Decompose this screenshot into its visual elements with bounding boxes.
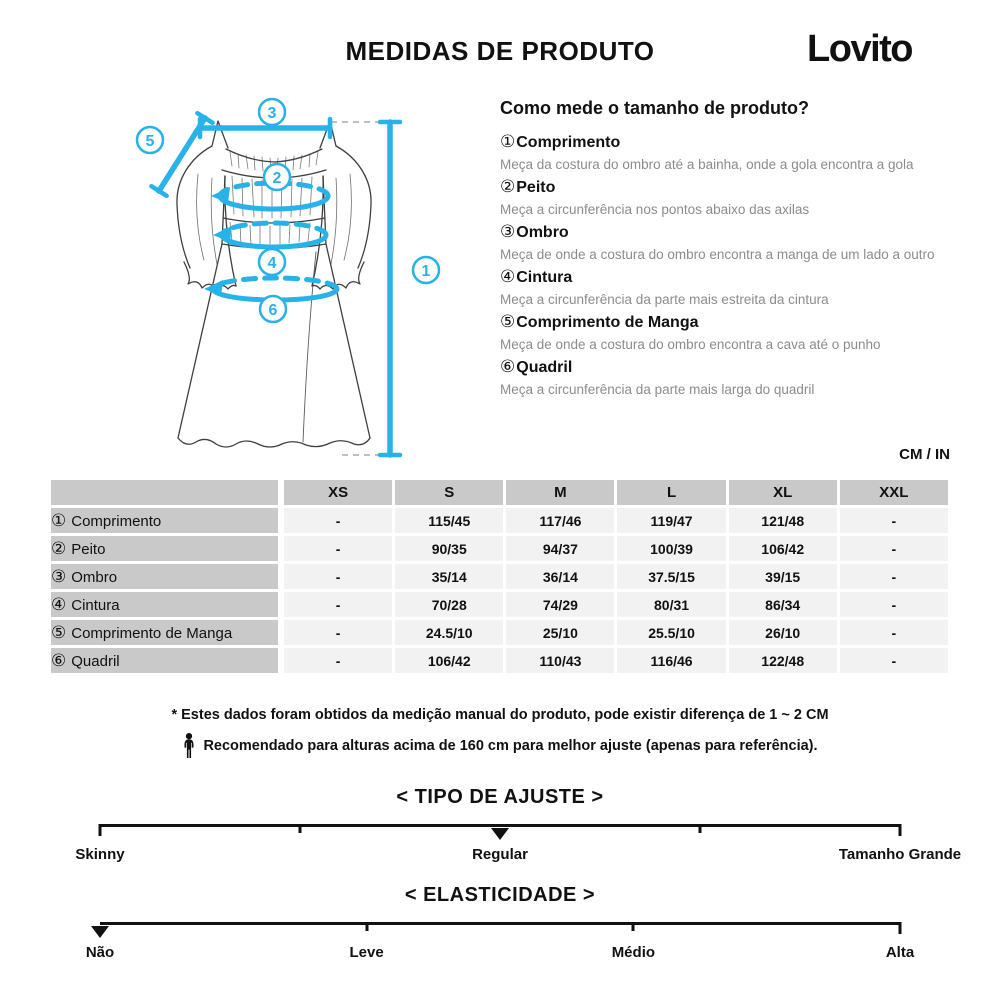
row-label — [51, 508, 281, 533]
fit-label-regular: Regular — [472, 846, 528, 863]
brand-logo: Lovito — [807, 28, 912, 70]
cell-value: 106/42 — [729, 536, 837, 561]
elasticity-label-leve: Leve — [349, 944, 384, 961]
guide-item-label: Ombro — [516, 224, 569, 241]
guide-item-number: ① — [500, 132, 516, 151]
guide-item-manga — [500, 310, 952, 355]
col-header-xs: XS — [284, 480, 392, 505]
measure-guide — [500, 98, 952, 400]
right-sleeve-frill — [312, 262, 364, 289]
guide-item-quadril — [500, 355, 952, 400]
elasticity-tick-67 — [632, 922, 635, 931]
sleeve-measure-line — [159, 118, 205, 191]
cell-value: - — [840, 536, 948, 561]
col-header-m: M — [506, 480, 614, 505]
cell-value: 24.5/10 — [395, 620, 503, 645]
elasticity-label-medio: Médio — [611, 944, 656, 961]
elasticity-tick-33 — [365, 922, 368, 931]
right-sleeve-gathers — [331, 174, 351, 264]
elasticity-tick-100 — [899, 922, 902, 934]
row-label — [51, 648, 281, 673]
cell-value: 36/14 — [506, 564, 614, 589]
cell-value: 25/10 — [506, 620, 614, 645]
row-label-text: Cintura — [71, 596, 120, 614]
row-label-text: Comprimento — [71, 512, 162, 530]
guide-item-desc: Meça da costura do ombro até a bainha, onde a gola encontra a gola — [500, 157, 914, 172]
cell-value: 74/29 — [506, 592, 614, 617]
cell-value: - — [284, 508, 392, 533]
row-label — [51, 620, 281, 645]
cell-value: - — [840, 564, 948, 589]
neckline-top — [226, 149, 322, 162]
table-row — [51, 536, 948, 561]
cell-value: - — [284, 592, 392, 617]
cell-value: 80/31 — [617, 592, 725, 617]
fit-tick-75 — [699, 824, 702, 833]
corner-cell — [51, 480, 281, 505]
fit-tick-0 — [99, 824, 102, 836]
row-number: ⑥ — [51, 650, 67, 670]
size-table — [48, 477, 951, 676]
cell-value: 110/43 — [506, 648, 614, 673]
guide-item-peito — [500, 175, 952, 220]
row-number: ④ — [51, 594, 67, 614]
fit-tick-100 — [899, 824, 902, 836]
row-label-text: Comprimento de Manga — [71, 624, 233, 642]
left-sleeve-outer — [177, 146, 212, 268]
table-row — [51, 648, 948, 673]
row-number: ② — [51, 538, 67, 558]
guide-item-cintura — [500, 265, 952, 310]
elasticity-scale-title: < ELASTICIDADE > — [404, 884, 596, 906]
dress-sketch-svg — [118, 92, 463, 467]
row-label — [51, 564, 281, 589]
page-title: MEDIDAS DE PRODUTO — [345, 36, 655, 66]
cell-value: 117/46 — [506, 508, 614, 533]
elasticity-label-alta: Alta — [885, 944, 915, 961]
cell-value: 39/15 — [729, 564, 837, 589]
fit-label-grande: Tamanho Grande — [838, 846, 962, 863]
row-label — [51, 592, 281, 617]
cell-value: - — [840, 592, 948, 617]
callout-num-5: 5 — [145, 133, 155, 150]
dress-diagram — [118, 92, 463, 472]
callout-num-6: 6 — [268, 302, 278, 319]
elasticity-scale — [85, 922, 915, 964]
table-row — [51, 508, 948, 533]
col-header-xl: XL — [729, 480, 837, 505]
fit-scale — [75, 824, 962, 866]
guide-item-number: ② — [500, 177, 516, 196]
elasticity-marker-triangle — [91, 926, 109, 938]
cell-value: 94/37 — [506, 536, 614, 561]
cell-value: 122/48 — [729, 648, 837, 673]
guide-item-label: Comprimento de Manga — [516, 314, 699, 331]
guide-item-label: Quadril — [516, 359, 573, 376]
chest-ellipse-solid — [220, 196, 328, 209]
callout-num-4: 4 — [267, 255, 277, 272]
cell-value: - — [840, 620, 948, 645]
row-label-text: Quadril — [71, 652, 120, 670]
guide-item-number: ⑤ — [500, 312, 516, 331]
cell-value: - — [284, 620, 392, 645]
cell-value: 90/35 — [395, 536, 503, 561]
cell-value: 26/10 — [729, 620, 837, 645]
elasticity-label-nao: Não — [85, 944, 115, 961]
cell-value: - — [284, 536, 392, 561]
fit-marker-triangle — [491, 828, 509, 840]
measurement-note: * Estes dados foram obtidos da medição manual do produto, pode existir diferença de 1 ~ 2 CM — [171, 707, 829, 723]
guide-item-number: ④ — [500, 267, 516, 286]
row-number: ③ — [51, 566, 67, 586]
guide-item-comprimento — [500, 130, 952, 175]
row-label-text: Ombro — [71, 568, 118, 586]
cell-value: 121/48 — [729, 508, 837, 533]
guide-item-desc: Meça de onde a costura do ombro encontra a cava até o punho — [500, 337, 881, 352]
col-header-l: L — [617, 480, 725, 505]
table-header-row — [51, 480, 948, 505]
units-label: CM / IN — [899, 446, 950, 463]
callout-num-2: 2 — [272, 170, 282, 187]
person-icon — [182, 733, 196, 758]
row-label-text: Peito — [71, 540, 106, 558]
cell-value: 106/42 — [395, 648, 503, 673]
fit-scale-line — [100, 824, 900, 827]
cell-value: 116/46 — [617, 648, 725, 673]
guide-item-desc: Meça de onde a costura do ombro encontra a manga de um lado a outro — [500, 247, 935, 262]
col-header-s: S — [395, 480, 503, 505]
skirt-hem — [178, 438, 370, 447]
cell-value: - — [284, 564, 392, 589]
cell-value: - — [840, 508, 948, 533]
row-label — [51, 536, 281, 561]
guide-item-label: Comprimento — [516, 134, 621, 151]
cell-value: 37.5/15 — [617, 564, 725, 589]
guide-item-desc: Meça a circunferência nos pontos abaixo das axilas — [500, 202, 810, 217]
guide-item-label: Cintura — [516, 269, 573, 286]
callout-num-1: 1 — [421, 263, 431, 280]
cell-value: 70/28 — [395, 592, 503, 617]
cell-value: - — [840, 648, 948, 673]
guide-item-desc: Meça a circunferência da parte mais estreita da cintura — [500, 292, 829, 307]
guide-item-desc: Meça a circunferência da parte mais larga do quadril — [500, 382, 815, 397]
table-row — [51, 620, 948, 645]
table-row — [51, 564, 948, 589]
cell-value: 100/39 — [617, 536, 725, 561]
left-sleeve-gathers — [197, 174, 217, 264]
waist-ellipse-solid — [222, 235, 326, 247]
guide-item-number: ⑥ — [500, 357, 516, 376]
cell-value: 35/14 — [395, 564, 503, 589]
row-number: ⑤ — [51, 622, 67, 642]
guide-item-ombro — [500, 220, 952, 265]
cell-value: 119/47 — [617, 508, 725, 533]
fit-label-skinny: Skinny — [75, 846, 125, 863]
cell-value: 115/45 — [395, 508, 503, 533]
cell-value: 86/34 — [729, 592, 837, 617]
fit-tick-25 — [299, 824, 302, 833]
height-note-row — [0, 733, 1000, 758]
guide-heading: Como mede o tamanho de produto? — [500, 98, 809, 118]
height-note: Recomendado para alturas acima de 160 cm para melhor ajuste (apenas para referência). — [203, 737, 818, 754]
left-strap — [212, 121, 228, 148]
fit-scale-title: < TIPO DE AJUSTE > — [396, 786, 604, 808]
table-row — [51, 592, 948, 617]
elasticity-scale-line — [100, 922, 900, 925]
waist-ellipse-dashed — [222, 223, 326, 235]
row-number: ① — [51, 510, 67, 530]
cell-value: 25.5/10 — [617, 620, 725, 645]
guide-item-number: ③ — [500, 222, 516, 241]
callout-num-3: 3 — [267, 105, 277, 122]
right-sleeve-outer — [336, 146, 371, 268]
col-header-xxl: XXL — [840, 480, 948, 505]
guide-item-label: Peito — [516, 179, 556, 196]
left-sleeve-frill — [184, 262, 236, 289]
cell-value: - — [284, 648, 392, 673]
